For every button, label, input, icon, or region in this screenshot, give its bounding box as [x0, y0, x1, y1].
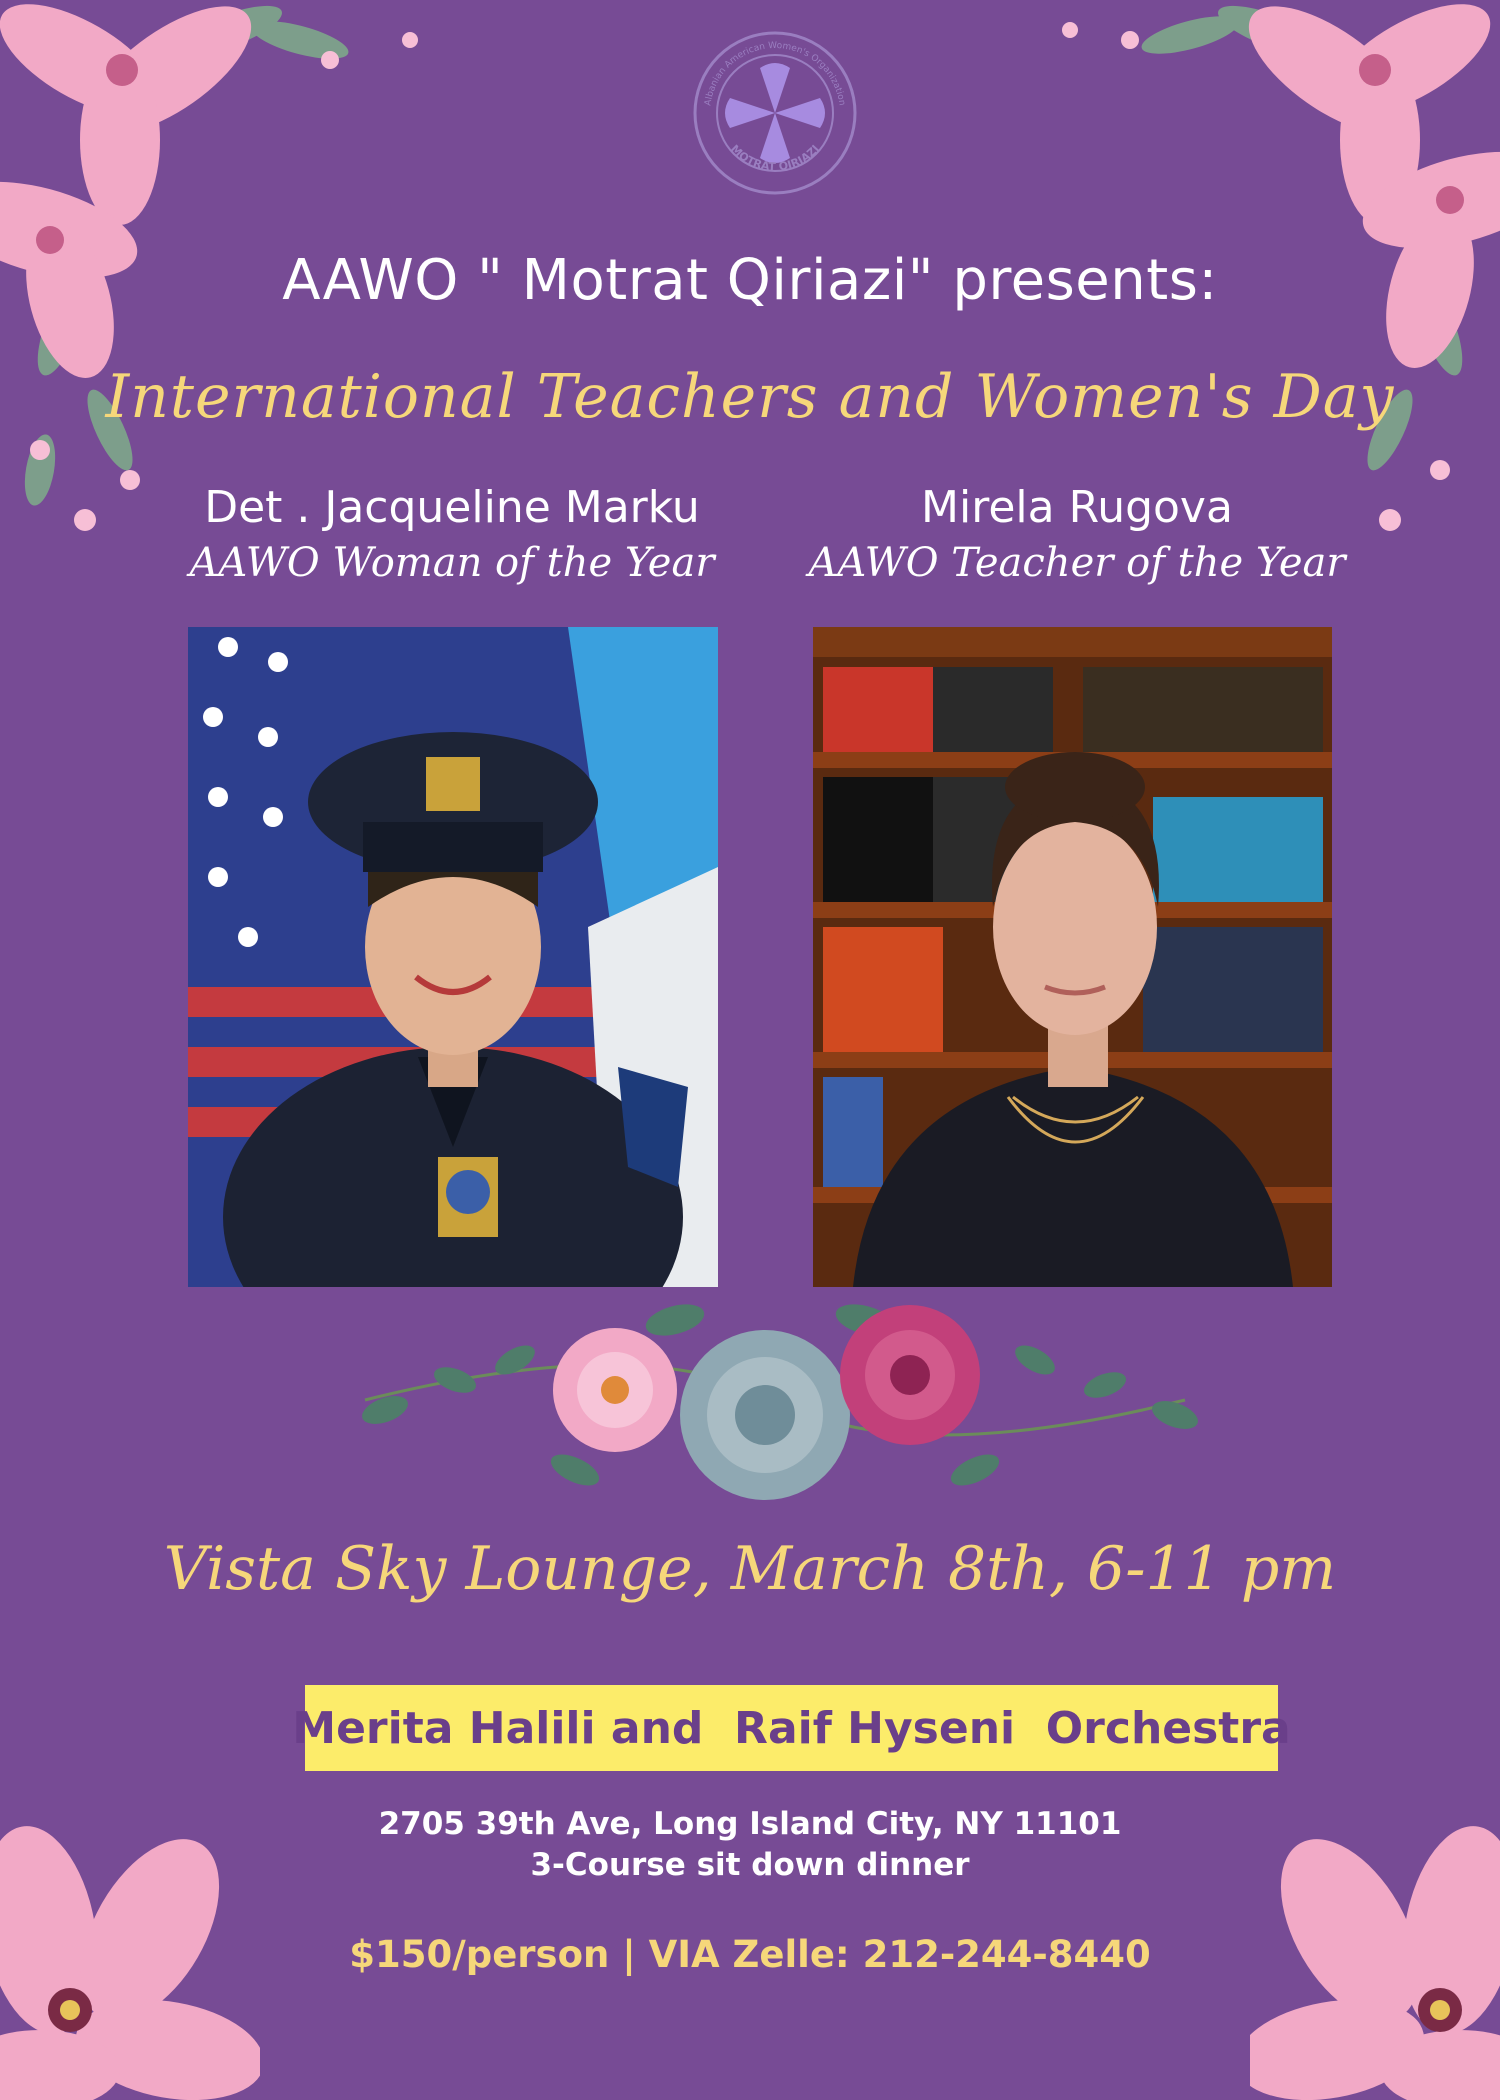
- logo-seal: [690, 28, 860, 198]
- price-line: $150/person | VIA Zelle: 212-244-8440: [349, 1933, 1151, 1976]
- magenta-rose-icon: [840, 1305, 980, 1445]
- venue-line: Vista Sky Lounge, March 8th, 6-11 pm: [163, 1534, 1337, 1604]
- event-title: International Teachers and Women's Day: [105, 362, 1395, 432]
- performers-text: Merita Halili and Raif Hyseni Orchestra: [292, 1702, 1291, 1754]
- honoree-right-photo: [813, 627, 1332, 1287]
- honoree-left-photo: [188, 627, 718, 1287]
- honoree-right-award: AAWO Teacher of the Year: [808, 540, 1346, 586]
- honoree-right-name: Mirela Rugova: [921, 482, 1233, 533]
- dinner-line: 3-Course sit down dinner: [530, 1847, 970, 1883]
- blue-rose-icon: [680, 1330, 850, 1500]
- performers-banner: [292, 1685, 1291, 1771]
- logo-ring-text-bottom: MOTRAT QIRIAZI: [727, 142, 822, 174]
- logo-ring-text-top: Albanian American Women's Organization: [703, 40, 847, 107]
- presents-heading: AAWO " Motrat Qiriazi" presents:: [282, 248, 1218, 313]
- honoree-left-award: AAWO Woman of the Year: [189, 540, 715, 586]
- pink-flower-icon: [553, 1328, 677, 1452]
- address-line: 2705 39th Ave, Long Island City, NY 11101: [378, 1806, 1122, 1842]
- honoree-left-name: Det . Jacqueline Marku: [204, 482, 700, 533]
- floral-garland: [345, 1290, 1205, 1520]
